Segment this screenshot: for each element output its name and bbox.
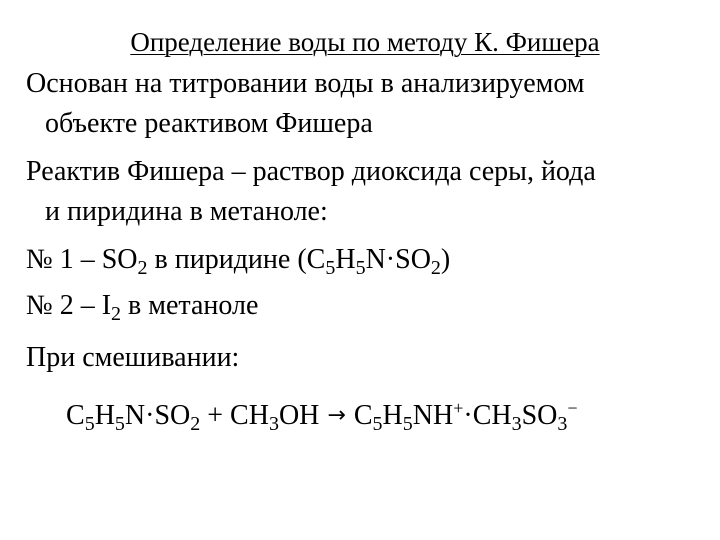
mixing-label: При смешивании:: [26, 342, 240, 373]
eq-sub: 3: [268, 413, 279, 435]
eq-term: SO: [521, 400, 558, 431]
reagent-description-line1: Реактив Фишера – раствор диоксида серы, йода: [26, 156, 596, 187]
eq-term: NH: [412, 400, 454, 431]
eq-sub: 5: [84, 413, 95, 435]
eq-sub: 5: [114, 413, 125, 435]
reagent-description: [26, 152, 706, 232]
reagent-2-line: [26, 286, 258, 326]
reaction-equation: [66, 396, 578, 436]
eq-sup: +: [453, 398, 464, 418]
reagent-1-close: ): [440, 244, 451, 275]
reagent-1-sub: 2: [430, 257, 441, 279]
reagent-1-line: [26, 240, 450, 280]
eq-term: H: [94, 400, 115, 431]
method-description-line1: Основан на титровании воды в анализируемом: [26, 68, 585, 99]
eq-term: N·SO: [124, 400, 191, 431]
eq-sub: 3: [511, 413, 522, 435]
reagent-2-prefix: № 2 – I: [26, 290, 112, 321]
eq-sub: 3: [557, 413, 568, 435]
reagent-1-mid: в пиридине (C: [147, 244, 326, 275]
eq-sub: 2: [190, 413, 201, 435]
eq-term: ·CH: [463, 400, 512, 431]
reagent-2-sub: 2: [111, 303, 122, 325]
reagent-1-nso: N·SO: [365, 244, 431, 275]
reagent-1-prefix: № 1 – SO: [26, 244, 138, 275]
eq-term: OH: [278, 400, 320, 431]
reagent-1-sub: 5: [355, 257, 366, 279]
reagent-1-sub: 5: [325, 257, 336, 279]
eq-term: + CH: [200, 400, 269, 431]
eq-term: H: [382, 400, 403, 431]
slide-title: Определение воды по методу К. Фишера: [130, 27, 600, 57]
reagent-2-suffix: в метаноле: [121, 290, 259, 321]
reagent-description-line2: и пиридина в метаноле:: [45, 196, 328, 227]
eq-term: C: [353, 400, 373, 431]
reagent-1-sub: 2: [137, 257, 148, 279]
method-description-line2: объекте реактивом Фишера: [45, 108, 373, 139]
eq-term: C: [66, 400, 85, 431]
method-description: [26, 64, 706, 144]
reaction-arrow-icon: →: [327, 403, 346, 428]
eq-sup: −: [567, 398, 578, 418]
eq-sub: 5: [372, 413, 383, 435]
eq-sub: 5: [402, 413, 413, 435]
reagent-1-h: H: [335, 244, 356, 275]
